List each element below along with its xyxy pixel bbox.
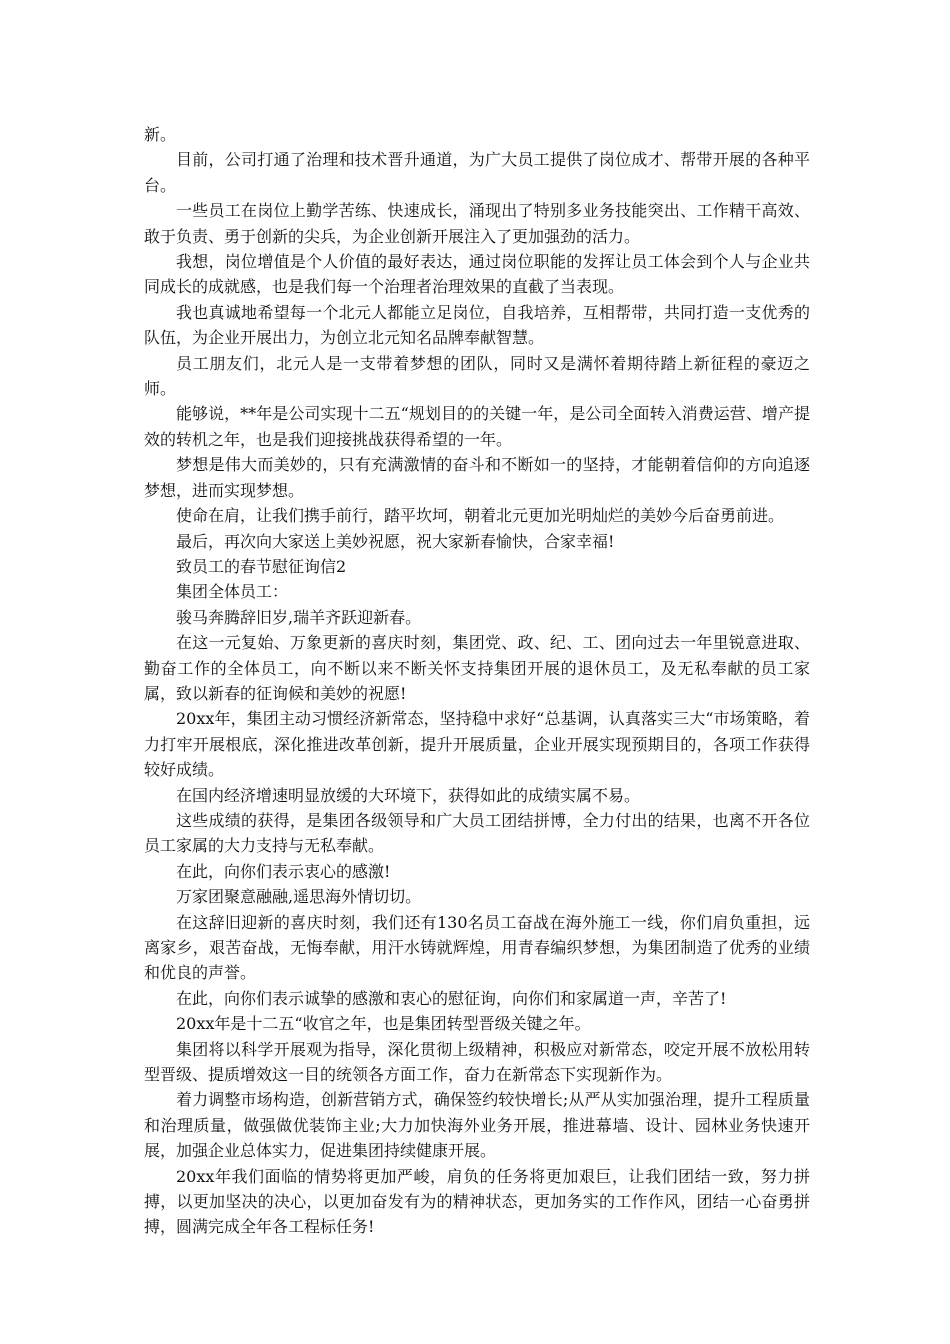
paragraph: 在这一元复始、万象更新的喜庆时刻，集团党、政、纪、工、团向过去一年里锐意进取、勤奋工作的全体员工，向不断以来不断关怀支持集团开展的退休员工，及无私奉献的员工家属，致以新春的征询候和美妙的祝愿! [144,633,810,703]
paragraph: 20xx年，集团主动习惯经济新常态，坚持稳中求好“总基调，认真落实三大“市场策略，着力打牢开展根底，深化推进改革创新，提升开展质量，企业开展实现预期目的，各项工作获得较好成绩。 [144,709,810,780]
paragraph: 最后，再次向大家送上美妙祝愿，祝大家新春愉快，合家幸福! [176,531,615,551]
paragraph: 我也真诚地希望每一个北元人都能立足岗位，自我培养，互相帮带，共同打造一支优秀的队伍，为企业开展出力，为创立北元知名品牌奉献智慧。 [144,302,810,348]
paragraph: 我想，岗位增值是个人价值的最好表达，通过岗位职能的发挥让员工体会到个人与企业共同成长的成就感，也是我们每一个治理者治理效果的直截了当表现。 [144,252,810,297]
paragraph: 在此，向你们表示衷心的感激! [176,861,391,881]
paragraph: 20xx年我们面临的情势将更加严峻，肩负的任务将更加艰巨，让我们团结一致，努力拼搏，以更加坚决的决心，以更加奋发有为的精神状态，更加务实的工作作风，团结一心奋勇拼搏，圆满完成全年各工程标任务! [144,1166,810,1237]
paragraph: 这些成绩的获得，是集团各级领导和广大员工团结拼博，全力付出的结果，也离不开各位员工家属的大力支持与无私奉献。 [144,810,810,856]
paragraph: 梦想是伟大而美妙的，只有充满激情的奋斗和不断如一的坚持，才能朝着信仰的方向追逐梦想，进而实现梦想。 [144,455,810,500]
letter-salutation: 集团全体员工： [176,582,289,602]
paragraph: 目前，公司打通了治理和技术晋升通道，为广大员工提供了岗位成才、帮带开展的各种平台。 [144,150,810,195]
paragraph: 集团将以科学开展观为指导，深化贯彻上级精神，积极应对新常态，咬定开展不放松用转型晋级、提质增效这一目的统领各方面工作，奋力在新常态下实现新作为。 [144,1039,810,1085]
paragraph: 20xx年是十二五“收官之年，也是集团转型晋级关键之年。 [176,1014,591,1034]
paragraph: 在此，向你们表示诚挚的感激和衷心的慰征询，向你们和家属道一声，辛苦了! [176,988,727,1008]
paragraph: 骏马奔腾辞旧岁,瑞羊齐跃迎新春。 [176,607,422,627]
paragraph: 一些员工在岗位上勤学苦练、快速成长，涌现出了特别多业务技能突出、工作精干高效、敢于负责、勇于创新的尖兵，为企业创新开展注入了更加强劲的活力。 [144,201,810,246]
paragraph-continuation: 新。 [144,125,177,144]
paragraph: 在国内经济增速明显放缓的大环境下，获得如此的成绩实属不易。 [176,785,641,805]
paragraph: 在这辞旧迎新的喜庆时刻，我们还有130名员工奋战在海外施工一线，你们肩负重担，远离家乡，艰苦奋战，无悔奉献，用汗水铸就辉煌，用青春编织梦想，为集团制造了优秀的业绩和优良的声誉。 [144,912,810,983]
document-body [144,122,810,1240]
letter-title: 致员工的春节慰征询信2 [176,556,347,576]
paragraph: 万家团聚意融融,遥思海外情切切。 [176,887,422,907]
paragraph: 能够说，**年是公司实现十二五“规划目的的关键一年，是公司全面转入消费运营、增产提效的转机之年，也是我们迎接挑战获得希望的一年。 [144,404,810,449]
paragraph: 员工朋友们，北元人是一支带着梦想的团队，同时又是满怀着期待踏上新征程的豪迈之师。 [144,353,810,399]
paragraph: 着力调整市场构造，创新营销方式，确保签约较快增长;从严从实加强治理，提升工程质量和治理质量，做强做优装饰主业;大力加快海外业务开展，推进幕墙、设计、园林业务快速开展，加强企业总体实力，促进集团持续健康开展。 [144,1090,810,1161]
paragraph: 使命在肩，让我们携手前行，踏平坎坷，朝着北元更加光明灿烂的美妙今后奋勇前进。 [176,506,785,526]
